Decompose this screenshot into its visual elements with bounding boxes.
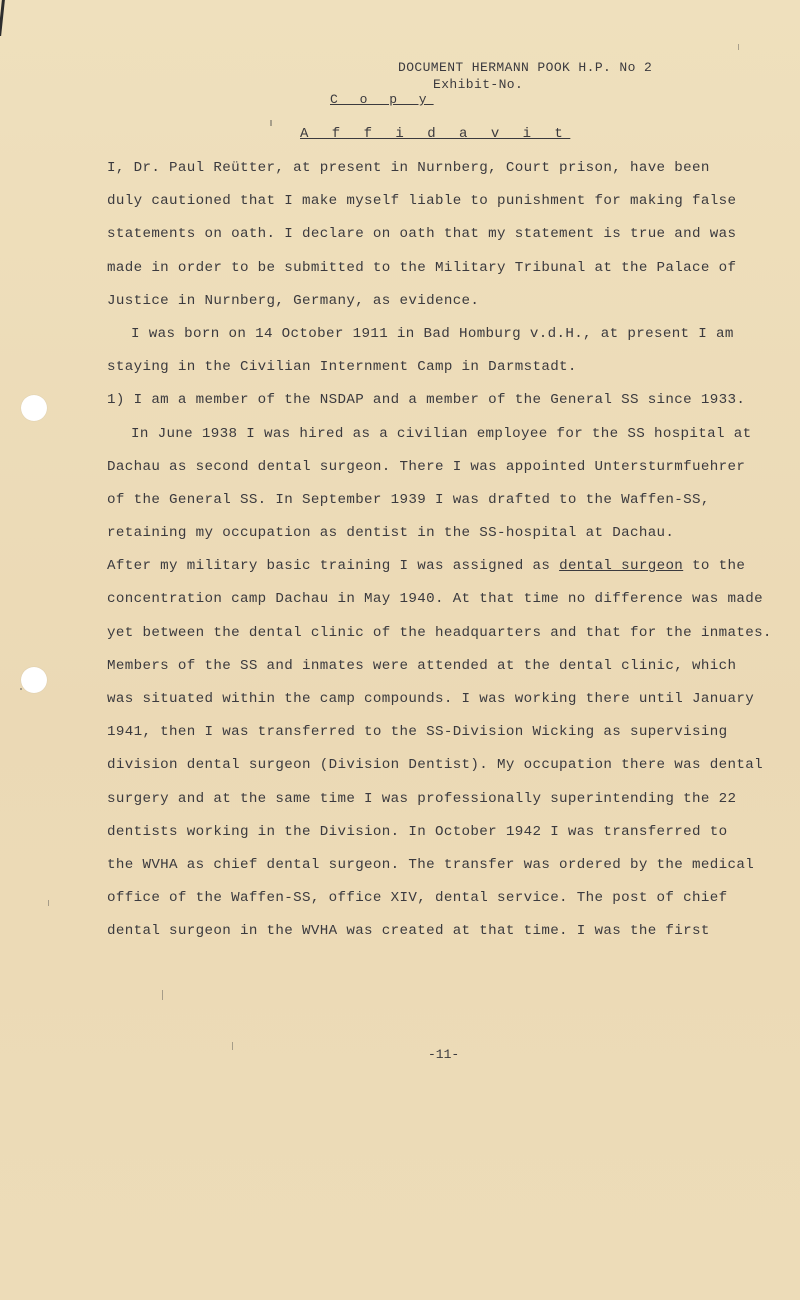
text-segment: to the — [692, 558, 746, 575]
text-line: retaining my occupation as dentist in the SS-hospital at Dachau. — [107, 525, 675, 542]
text-line: 1) I am a member of the NSDAP and a member of the General SS since 1933. — [107, 392, 746, 409]
underlined-phrase: dental surgeon — [559, 558, 684, 575]
text-line: Members of the SS and inmates were attended at the dental clinic, which — [107, 657, 737, 674]
text-line: dental surgeon in the WVHA was created at that time. I was the first — [107, 923, 710, 940]
punch-hole-bottom — [21, 667, 47, 693]
paper-speck — [270, 120, 272, 126]
document-reference: DOCUMENT HERMANN POOK H.P. No 2 — [398, 60, 653, 75]
text-line: statements on oath. I declare on oath that my statement is true and was — [107, 226, 737, 243]
text-line: made in order to be submitted to the Military Tribunal at the Palace of — [107, 259, 737, 276]
paper-speck — [20, 688, 22, 690]
text-line: Justice in Nurnberg, Germany, as evidence. — [107, 292, 480, 309]
text-line: I, Dr. Paul Reütter, at present in Nurnberg, Court prison, have been — [107, 160, 710, 176]
text-line: duly cautioned that I make myself liable to punishment for making false — [107, 193, 737, 210]
page-number: -11- — [428, 1047, 460, 1062]
text-line: division dental surgeon (Division Dentist). My occupation there was dental — [107, 757, 763, 774]
text-line: 1941, then I was transferred to the SS-Division Wicking as supervising — [107, 724, 728, 741]
paper-speck — [738, 44, 739, 50]
exhibit-number: Exhibit-No. — [433, 77, 524, 92]
text-line: I was born on 14 October 1911 in Bad Homburg v.d.H., at present I am — [131, 325, 734, 342]
text-line: surgery and at the same time I was professionally superintending the 22 — [107, 790, 737, 807]
text-line-with-underline — [107, 550, 747, 583]
affidavit-body — [107, 152, 772, 949]
text-line: of the General SS. In September 1939 I was drafted to the Waffen-SS, — [107, 491, 710, 508]
punch-hole-top — [21, 395, 47, 421]
text-line: was situated within the camp compounds. I was working there until January — [107, 691, 755, 707]
text-line: yet between the dental clinic of the headquarters and that for the inmates. — [107, 624, 772, 641]
paper-speck — [232, 1042, 233, 1050]
text-line: dentists working in the Division. In October 1942 I was transferred to — [107, 823, 728, 840]
copy-title: C o p y — [330, 92, 434, 107]
text-line: Dachau as second dental surgeon. There I was appointed Untersturmfuehrer — [107, 458, 746, 475]
text-line: the WVHA as chief dental surgeon. The transfer was ordered by the medical — [107, 856, 755, 873]
text-line: In June 1938 I was hired as a civilian employee for the SS hospital at — [131, 425, 752, 442]
text-line: concentration camp Dachau in May 1940. At that time no difference was made — [107, 591, 763, 608]
text-line: office of the Waffen-SS, office XIV, dental service. The post of chief — [107, 890, 728, 907]
paper-speck — [48, 900, 49, 906]
affidavit-title: A f f i d a v i t — [300, 126, 571, 142]
page-edge-mark — [0, 0, 5, 36]
text-segment: After my military basic training I was assigned as — [107, 558, 551, 575]
text-line: staying in the Civilian Internment Camp in Darmstadt. — [107, 359, 577, 376]
paper-speck — [162, 990, 163, 1000]
